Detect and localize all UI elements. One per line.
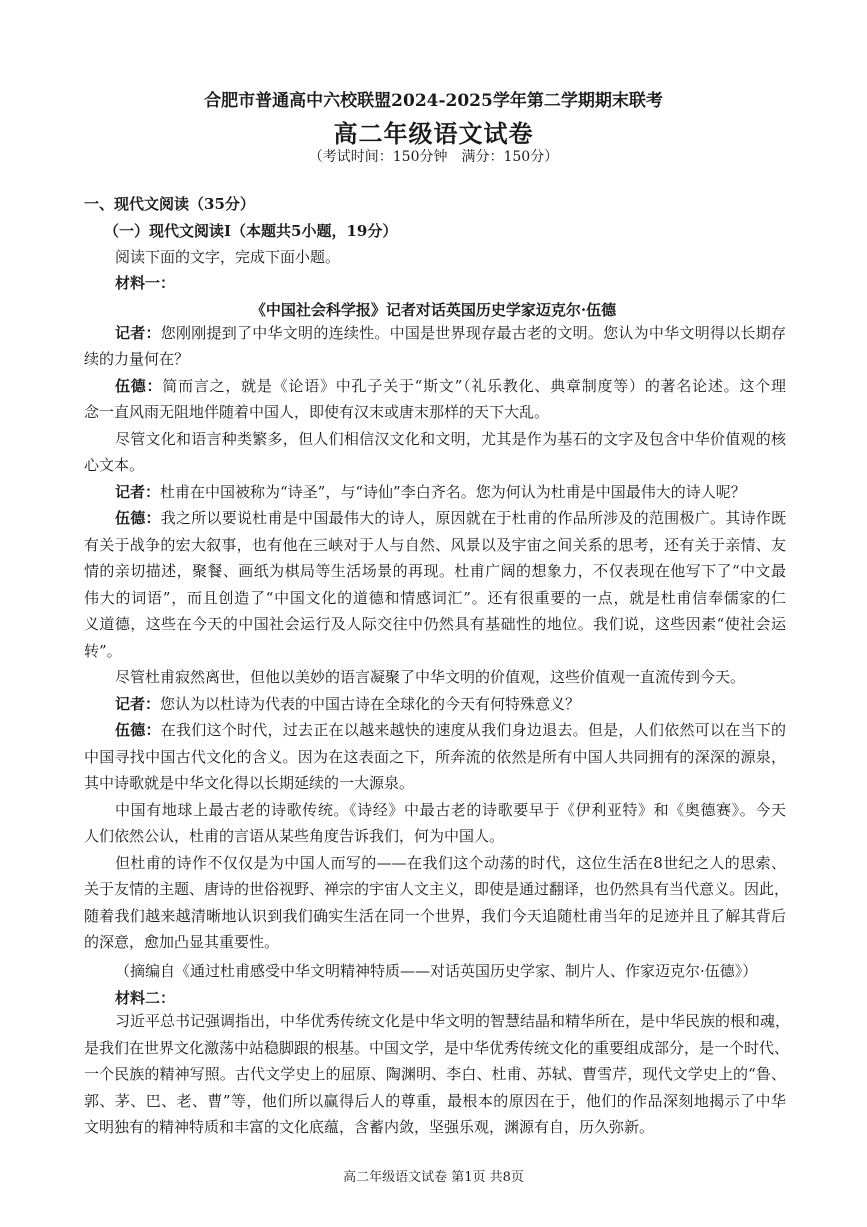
text-line: 伟大的词语”，而且创造了“中国文化的道德和情感词汇”。还有很重要的一点，就是杜甫信奉儒家的仁 (84, 589, 786, 607)
speaker-label: 记者： (115, 324, 161, 342)
article-title: 《中国社会科学报》记者对话英国历史学家迈克尔·伍德 (250, 301, 617, 319)
exam-info: （考试时间：150分钟 满分：150分） (308, 149, 559, 165)
text-line: 尽管杜甫寂然离世，但他以美妙的语言凝聚了中华文明的价值观，这些价值观一直流传到今天。 (115, 668, 746, 686)
text-line: 续的力量何在？ (84, 350, 190, 368)
paper-subtitle: 高二年级语文试卷 (333, 119, 534, 148)
text-line: 记者：您认为以杜诗为代表的中国古诗在全球化的今天有何特殊意义？ (115, 695, 581, 713)
speaker-label: 伍德： (115, 377, 163, 395)
speaker-label: 伍德： (115, 721, 161, 739)
text-line: 关于友情的主题、唐诗的世俗视野、禅宗的宇宙人文主义，即使是通过翻译，也仍然具有当代意义。因此， (84, 880, 790, 898)
text-line: 转”。 (84, 642, 122, 660)
exam-title: 合肥市普通高中六校联盟2024-2025学年第二学期期末联考 (204, 91, 663, 111)
text-line: 记者：您刚刚提到了中华文明的连续性。中国是世界现存最古老的文明。您认为中华文明得以长期存 (115, 324, 786, 342)
text-line: 念一直风雨无阻地伴随着中国人，即使有汉末或唐末那样的天下大乱。 (84, 403, 550, 421)
text-line: 文明独有的精神特质和丰富的文化底蕴，含蓄内敛，坚强乐观，渊源有自，历久弥新。 (84, 1118, 655, 1136)
text-line: 心文本。 (84, 456, 145, 474)
text-line: 中国有地球上最古老的诗歌传统。《诗经》中最古老的诗歌要早于《伊利亚特》和《奥德赛》。今天 (115, 801, 786, 819)
text-line: 有关于战争的宏大叙事，也有他在三峡对于人与自然、风景以及宇宙之间关系的思考，还有关于亲情、友 (84, 536, 786, 554)
instruction-text: 阅读下面的文字，完成下面小题。 (115, 248, 341, 266)
text-line: 伍德：我之所以要说杜甫是中国最伟大的诗人，原因就在于杜甫的作品所涉及的范围极广。其诗作既 (115, 509, 786, 527)
material1-source: （摘编自《通过杜甫感受中华文明精神特质——对话英国历史学家、制片人、作家迈克尔·伍德》） (115, 962, 758, 980)
text-line: 记者：杜甫在中国被称为“诗圣”，与“诗仙”李白齐名。您为何认为杜甫是中国最伟大的诗人呢？ (115, 483, 746, 501)
text-line: 郭、茅、巴、老、曹”等，他们所以赢得后人的尊重，最根本的原因在于，他们的作品深刻地揭示了中华 (84, 1092, 786, 1110)
text-line: 伍德：在我们这个时代，过去正在以越来越快的速度从我们身边退去。但是，人们依然可以在当下的 (115, 721, 786, 739)
text-line: 伍德：简而言之，就是《论语》中孔子关于“斯文”（礼乐教化、典章制度等）的著名论述。这个理 (115, 377, 786, 395)
speaker-label: 记者： (115, 695, 161, 713)
text-line: 其中诗歌就是中华文化得以长期延续的一大源泉。 (84, 774, 415, 792)
text-line: 人们依然公认，杜甫的言语从某些角度告诉我们，何为中国人。 (84, 827, 505, 845)
text-line: 的深意，愈加凸显其重要性。 (84, 933, 280, 951)
page-footer: 高二年级语文试卷 第1页 共8页 (343, 1170, 524, 1185)
text-line: 但杜甫的诗作不仅仅是为中国人而写的——在我们这个动荡的时代，这位生活在8世纪之人的思索、 (115, 854, 786, 872)
text-line: 习近平总书记强调指出，中华优秀传统文化是中华文明的智慧结晶和精华所在，是中华民族的根和魂， (115, 1012, 791, 1030)
text-line: 中国寻找中国古代文化的含义。因为在这表面之下，所奔流的依然是所有中国人共同拥有的深深的源泉， (84, 748, 786, 766)
text-line: 一个民族的精神写照。古代文学史上的屈原、陶渊明、李白、杜甫、苏轼、曹雪芹，现代文学史上的“鲁、 (84, 1065, 786, 1083)
speaker-label: 记者： (115, 483, 161, 501)
material1-label: 材料一： (115, 274, 176, 292)
section-heading: 一、现代文阅读（35分） (84, 195, 255, 213)
speaker-label: 伍德： (115, 509, 161, 527)
sub-section-heading: （一）现代文阅读Ⅰ（本题共5小题，19分） (104, 222, 398, 240)
text-line: 随着我们越来越清晰地认识到我们确实生活在同一个世界，我们今天追随杜甫当年的足迹并且了解其背后 (84, 907, 786, 925)
text-line: 是我们在世界文化激荡中站稳脚跟的根基。中国文学，是中华优秀传统文化的重要组成部分，是一个时代、 (84, 1039, 790, 1057)
material2-label: 材料二： (115, 989, 176, 1007)
text-line: 情的亲切描述，聚餐、画纸为棋局等生活场景的再现。杜甫广阔的想象力，不仅表现在他写下了“中文最 (84, 562, 786, 580)
text-line: 尽管文化和语言种类繁多，但人们相信汉文化和文明，尤其是作为基石的文字及包含中华价值观的核 (115, 430, 786, 448)
text-line: 义道德，这些在今天的中国社会运行及人际交往中仍然具有基础性的地位。我们说，这些因素“使社会运 (84, 615, 786, 633)
